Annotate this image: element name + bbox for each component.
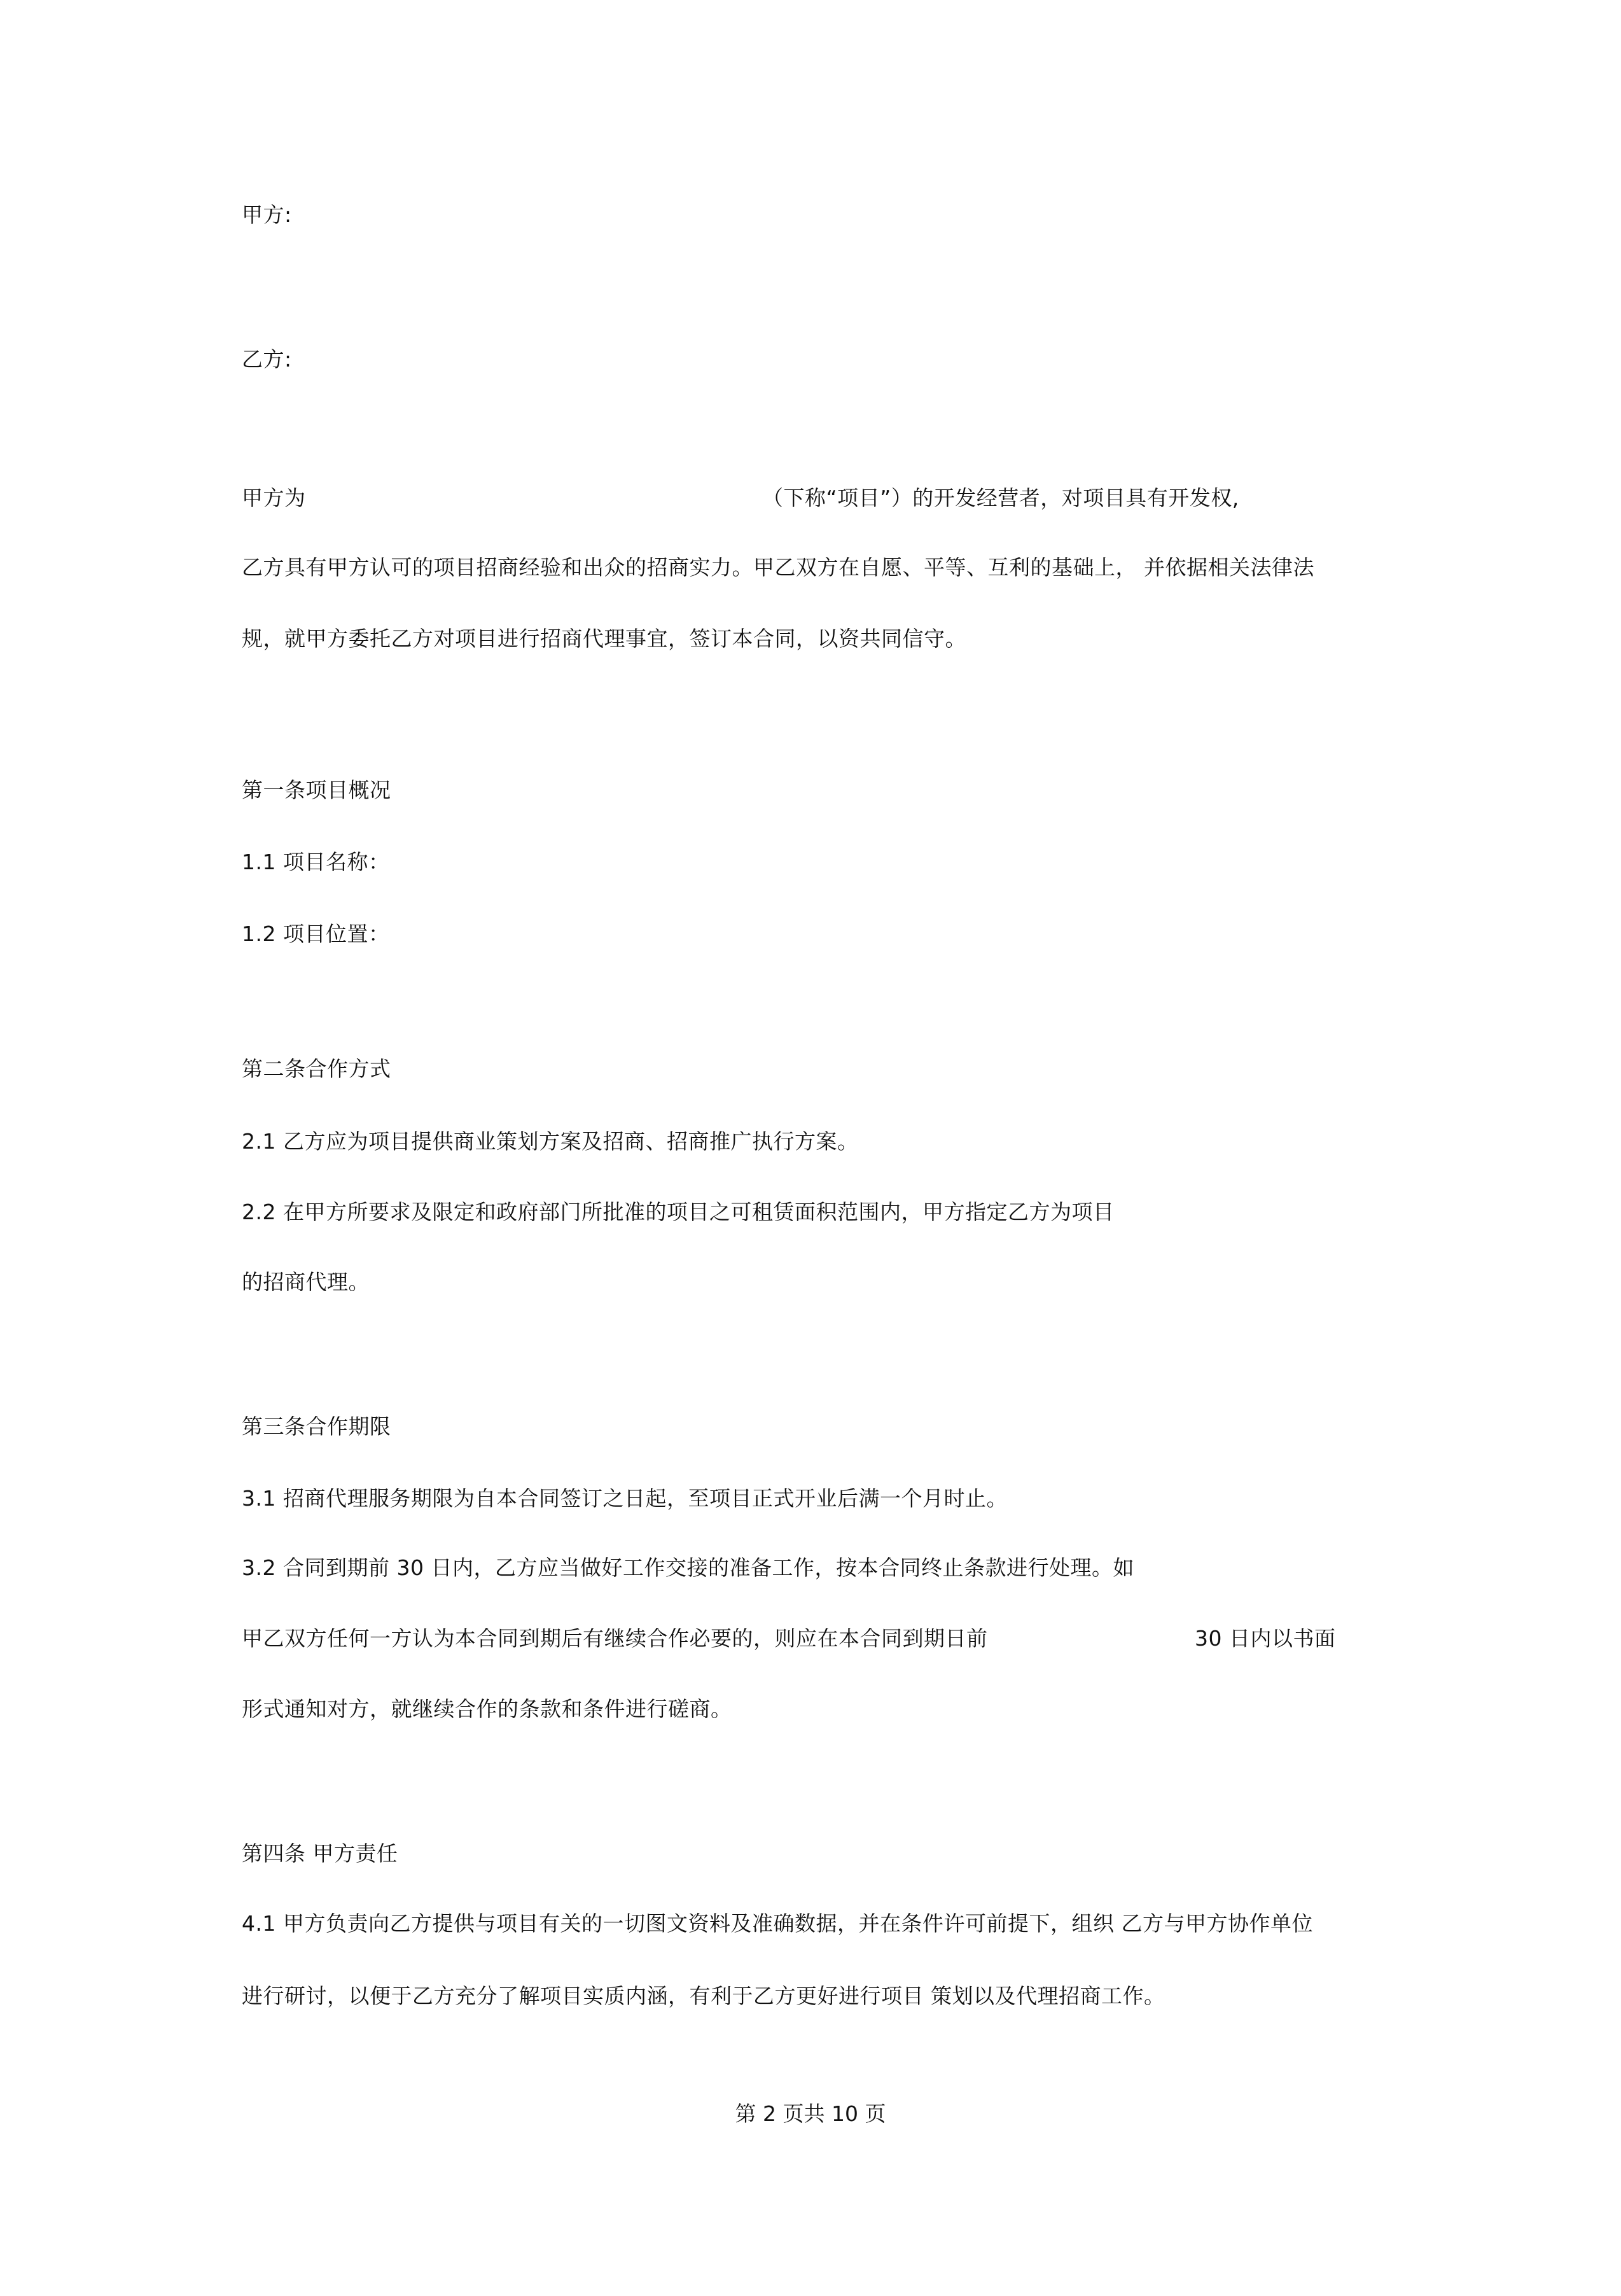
article-3-item-2-cont xyxy=(242,1626,1355,1651)
party-a-label: 甲方: xyxy=(242,202,292,227)
intro-line-1-start: 甲方为 xyxy=(242,486,306,510)
article-3-item-2-cont-start: 甲乙双方任何一方认为本合同到期后有继续合作必要的，则应在本合同到期日前 xyxy=(242,1626,988,1651)
intro-line-3: 规，就甲方委托乙方对项目进行招商代理事宜，签订本合同，以资共同信守。 xyxy=(242,626,966,651)
article-2-item-2-cont: 的招商代理。 xyxy=(242,1270,370,1294)
article-4-title: 第四条 甲方责任 xyxy=(242,1841,398,1866)
article-4-item-1: 4.1 甲方负责向乙方提供与项目有关的一切图文资料及准确数据，并在条件许可前提下，组织 乙方与甲方协作单位 xyxy=(242,1911,1313,1936)
article-2-title: 第二条合作方式 xyxy=(242,1056,391,1081)
article-1-item-1: 1.1 项目名称： xyxy=(242,850,390,874)
article-2-item-2: 2.2 在甲方所要求及限定和政府部门所批准的项目之可租赁面积范围内，甲方指定乙方为项目 xyxy=(242,1200,1115,1224)
article-1-item-2: 1.2 项目位置： xyxy=(242,921,390,946)
intro-line-1-end: （下称“项目”）的开发经营者，对项目具有开发权, xyxy=(762,486,1239,510)
article-3-item-2-end: 形式通知对方，就继续合作的条款和条件进行磋商。 xyxy=(242,1697,732,1721)
article-3-item-2: 3.2 合同到期前 30 日内，乙方应当做好工作交接的准备工作，按本合同终止条款进行处理。如 xyxy=(242,1555,1134,1580)
article-3-item-2-cont-end: 30 日内以书面 xyxy=(1195,1626,1336,1651)
intro-line-1 xyxy=(242,486,1323,511)
article-3-title: 第三条合作期限 xyxy=(242,1414,391,1439)
article-3-item-1: 3.1 招商代理服务期限为自本合同签订之日起，至项目正式开业后满一个月时止。 xyxy=(242,1486,1008,1511)
article-2-item-1: 2.1 乙方应为项目提供商业策划方案及招商、招商推广执行方案。 xyxy=(242,1129,859,1154)
article-1-title: 第一条项目概况 xyxy=(242,778,391,802)
article-4-item-1-cont: 进行研讨，以便于乙方充分了解项目实质内涵，有利于乙方更好进行项目 策划以及代理招商工作。 xyxy=(242,1984,1165,2008)
intro-line-2: 乙方具有甲方认可的项目招商经验和出众的招商实力。甲乙双方在自愿、平等、互利的基础上， 并依据相关法律法 xyxy=(242,555,1314,580)
page-footer: 第 2 页共 10 页 xyxy=(735,2101,886,2126)
party-b-label: 乙方: xyxy=(242,347,292,372)
